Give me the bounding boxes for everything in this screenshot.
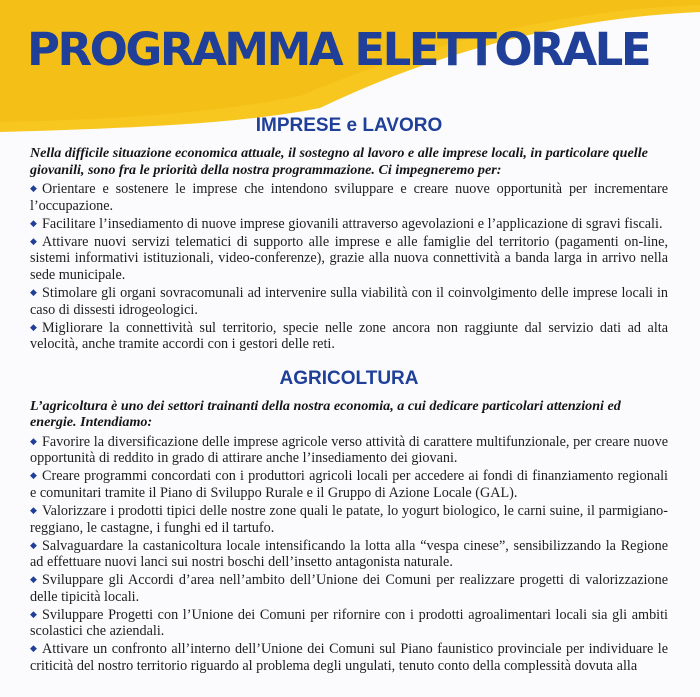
diamond-bullet-icon: ◆ xyxy=(30,575,37,586)
diamond-bullet-icon: ◆ xyxy=(30,471,37,482)
page-title: PROGRAMMA ELETTORALE xyxy=(27,23,650,76)
section-title-imprese: IMPRESE e LAVORO xyxy=(255,115,443,136)
list-item: ◆ Migliorare la connettività sul territorio, specie nelle zone ancora non raggiunte dal servizio dati ad alta velocità, anche tramite accordi con i gestori delle reti. xyxy=(30,319,668,353)
diamond-bullet-icon: ◆ xyxy=(30,287,37,298)
list-item: ◆ Attivare nuovi servizi telematici di supporto alle imprese e alle famiglie del territorio (pagamenti on-line, sistemi informativi istituzionali, video-conferenze), grazie alla nuova connettività a banda larga in arrivo nella sede municipale. xyxy=(30,233,668,283)
diamond-bullet-icon: ◆ xyxy=(30,236,37,247)
list-item: ◆ Valorizzare i prodotti tipici delle nostre zone quali le patate, lo yogurt biologico, le carni suine, il parmigiano-reggiano, le castagne, i funghi ed il tartufo. xyxy=(30,503,668,536)
list-item: ◆ Orientare e sostenere le imprese che intendono sviluppare e creare nuove opportunità per incrementare l’occupazione. xyxy=(30,181,668,214)
diamond-bullet-icon: ◆ xyxy=(30,436,37,447)
section-intro-imprese: Nella difficile situazione economica attuale, il sostegno al lavoro e alle imprese locali, in particolare quelle giovanili, sono fra le priorità della nostra programmazione. Ci impegneremo per: xyxy=(30,145,648,178)
section-intro-agricoltura: L’agricoltura è uno dei settori trainanti della nostra economia, a cui dedicare particolari attenzioni ed energie. Intendiamo: xyxy=(30,397,621,431)
diamond-bullet-icon: ◆ xyxy=(30,184,37,195)
list-item: ◆ Favorire la diversificazione delle imprese agricole verso attività di carattere multifunzionale, per creare nuove opportunità di reddito in grado di attirare anche l’insediamento dei giovani. xyxy=(30,433,668,467)
diamond-bullet-icon: ◆ xyxy=(30,506,37,517)
diamond-bullet-icon: ◆ xyxy=(30,322,37,333)
content xyxy=(30,110,668,676)
diamond-bullet-icon: ◆ xyxy=(30,609,37,620)
list-item: ◆ Stimolare gli organi sovracomunali ad intervenire sulla viabilità con il coinvolgimento delle imprese locali in caso di dissesti idrogeologici. xyxy=(30,284,668,318)
bullet-list-agricoltura xyxy=(30,434,668,675)
list-item: ◆ Sviluppare Progetti con l’Unione dei Comuni per rifornire con i prodotti agroalimentari locali sia gli ambiti scolastici che aziendali. xyxy=(30,606,668,640)
list-item: ◆ Salvaguardare la castanicoltura locale intensificando la lotta alla “vespa cinese”, sensibilizzando la Regione ad effettuare nuovi lanci sui nostri boschi dell’insetto antagonista naturale. xyxy=(30,537,668,571)
diamond-bullet-icon: ◆ xyxy=(30,644,37,655)
diamond-bullet-icon: ◆ xyxy=(30,540,37,551)
bullet-list-imprese xyxy=(30,181,668,352)
diamond-bullet-icon: ◆ xyxy=(30,218,37,229)
section-title-agricoltura: AGRICOLTURA xyxy=(279,367,419,389)
list-item: ◆ Sviluppare gli Accordi d’area nell’ambito dell’Unione dei Comuni per realizzare progetti di valorizzazione delle tipicità locali. xyxy=(30,572,668,605)
list-item: ◆ Facilitare l’insediamento di nuove imprese giovanili attraverso agevolazioni e l’applicazione di sgravi fiscali. xyxy=(30,215,663,232)
list-item: ◆ Attivare un confronto all’interno dell’Unione dei Comuni sul Piano faunistico provinciale per individuare le criticità del nostro territorio riguardo al problema degli ungulati, tenuto conto della complessità dovuta alla xyxy=(30,641,668,674)
list-item: ◆ Creare programmi concordati con i produttori agricoli locali per accedere ai fondi di finanziamento regionali e comunitari tramite il Piano di Sviluppo Rurale e il Gruppo di Azione Locale (GAL). xyxy=(30,468,668,501)
